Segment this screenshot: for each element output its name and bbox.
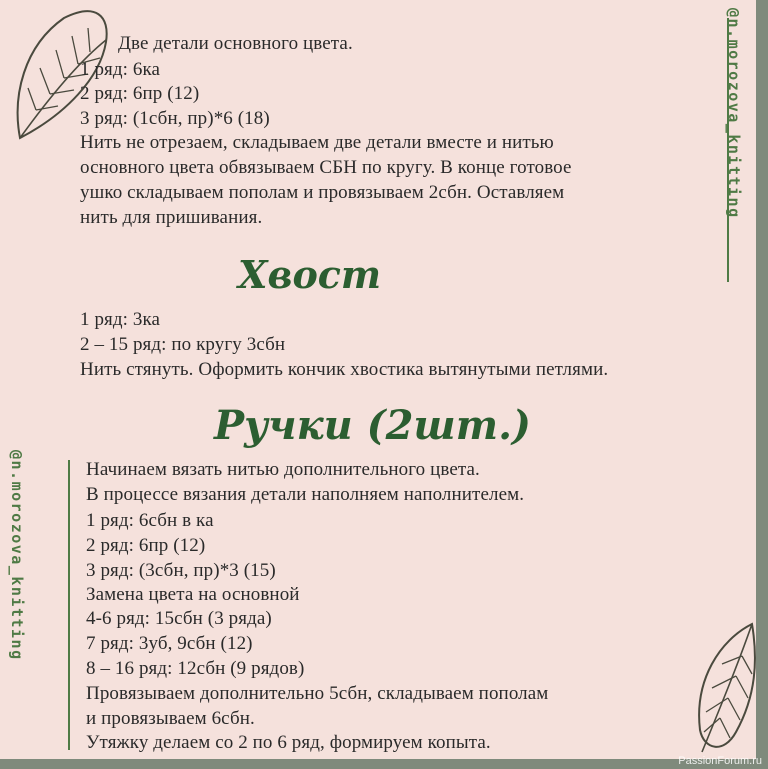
arms-line: 1 ряд: 6сбн в ка [86,510,214,531]
handle-left: @n.morozova_knitting [8,450,26,661]
ears-line: Две детали основного цвета. [118,33,353,54]
ears-line: ушко складываем пополам и провязываем 2сбн. Оставляем [80,182,565,203]
tail-line: Нить стянуть. Оформить кончик хвостика вытянутыми петлями. [80,359,609,380]
arms-line: 7 ряд: 3уб, 9сбн (12) [86,633,253,654]
handle-divider-left [68,460,70,750]
arms-line: Начинаем вязать нитью дополнительного цвета. [86,459,480,480]
watermark: PassionForum.ru [678,755,762,767]
arms-heading: Ручки (2шт.) [214,402,531,449]
arms-line: 4-6 ряд: 15сбн (3 ряда) [86,608,272,629]
ears-line: Нить не отрезаем, складываем две детали вместе и нитью [80,132,554,153]
ears-line: основного цвета обвязываем СБН по кругу. В конце готовое [80,157,572,178]
leaf-icon [680,620,756,759]
ears-line: нить для пришивания. [80,207,263,228]
arms-line: Утяжку делаем со 2 по 6 ряд, формируем копыта. [86,732,491,753]
arms-line: Провязываем дополнительно 5сбн, складываем пополам [86,683,549,704]
handle-right: @n.morozova_knitting [725,8,743,219]
arms-line: Замена цвета на основной [86,584,300,605]
tail-line: 1 ряд: 3ка [80,309,161,330]
arms-line: В процессе вязания детали наполняем наполнителем. [86,484,525,505]
arms-line: и провязываем 6сбн. [86,708,255,729]
ears-line: 3 ряд: (1сбн, пр)*6 (18) [80,108,270,129]
arms-line: 3 ряд: (3сбн, пр)*3 (15) [86,560,276,581]
ears-line: 2 ряд: 6пр (12) [80,83,200,104]
arms-line: 2 ряд: 6пр (12) [86,535,206,556]
tail-heading: Хвост [238,252,382,297]
ears-line: 1 ряд: 6ка [80,59,161,80]
tail-line: 2 – 15 ряд: по кругу 3сбн [80,334,286,355]
arms-line: 8 – 16 ряд: 12сбн (9 рядов) [86,658,305,679]
